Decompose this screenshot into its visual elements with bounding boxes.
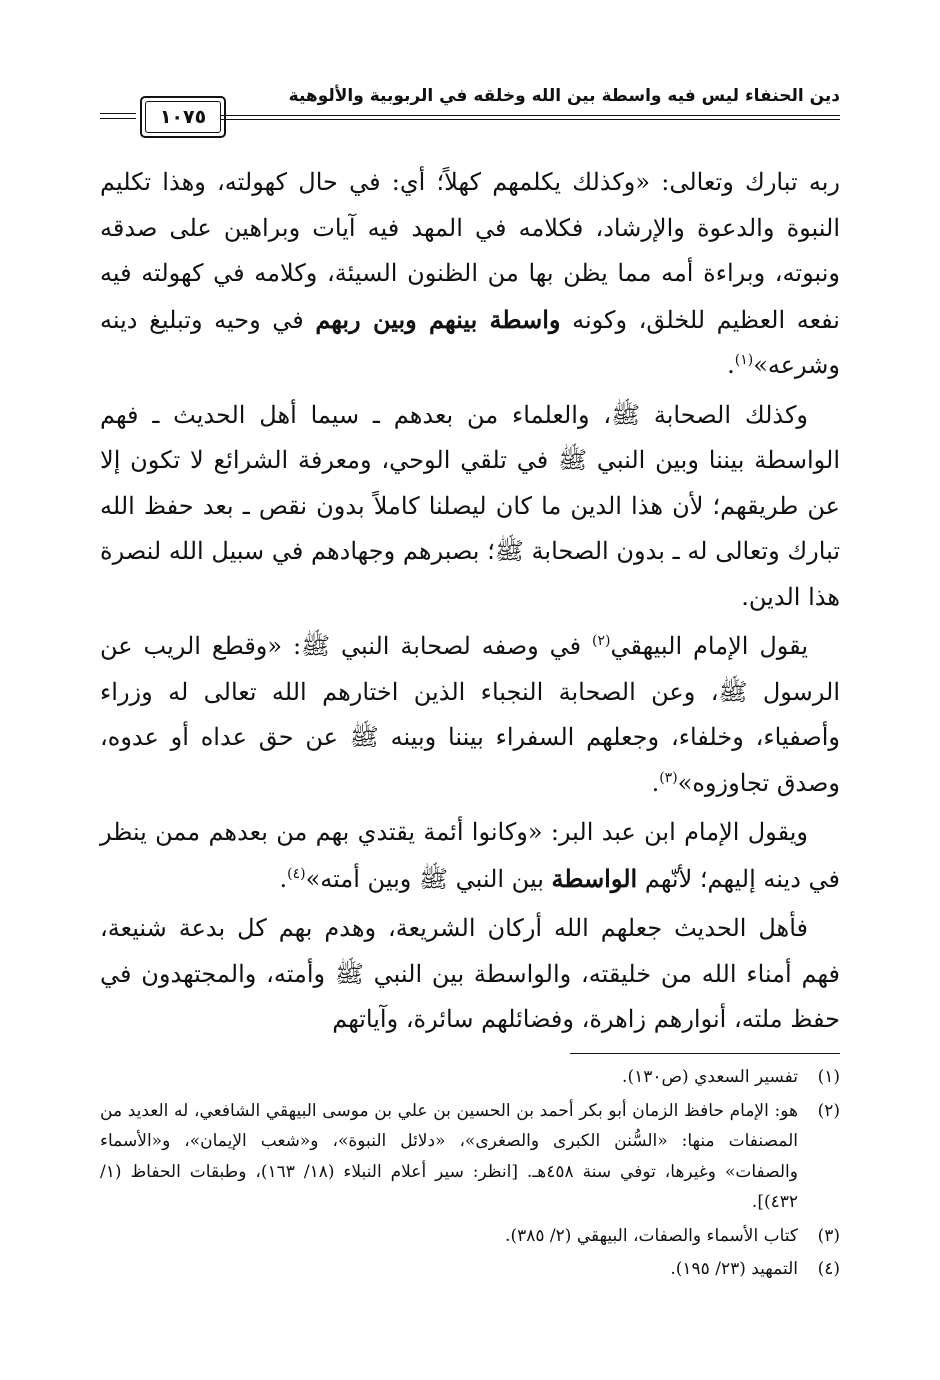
footnote-number: (١) xyxy=(817,1067,840,1087)
footnote xyxy=(100,1254,840,1285)
paragraph xyxy=(100,393,840,621)
footnote-separator xyxy=(570,1053,840,1054)
paragraph-text: . xyxy=(651,768,660,797)
footnote-text: التمهيد (٢٣/ ١٩٥). xyxy=(670,1259,798,1279)
bold-phrase: الواسطة xyxy=(551,863,638,893)
footnote-ref: (٣) xyxy=(659,769,678,786)
paragraph xyxy=(100,906,840,1043)
paragraph-text: . xyxy=(727,351,735,379)
paragraph-text: يقول الإمام البيهقي xyxy=(610,632,808,660)
footnote-ref: (٢) xyxy=(592,633,611,649)
paragraph xyxy=(100,160,840,389)
footnote-ref: (١) xyxy=(734,352,754,368)
page-number: ١٠٧٥ xyxy=(145,101,221,133)
footnote xyxy=(100,1221,840,1252)
paragraph-text: . xyxy=(279,864,288,893)
header-rule xyxy=(220,115,840,116)
footnote-number: (٢) xyxy=(817,1100,840,1121)
running-title: دين الحنفاء ليس فيه واسطة بين الله وخلقه في الربوبية والألوهية xyxy=(288,86,840,106)
footnote-ref: (٤) xyxy=(287,865,306,882)
paragraph-text: وكذلك الصحابة ﷺ، والعلماء من بعدهم ـ سيما أهل الحديث ـ فهم الواسطة بيننا وبين النبي ﷺ في تلقي الوحي، ومعرفة الشرائع لا تكون إلا عن طريقهم؛ لأن هذا الدين ما كان ليصلنا كاملاً بدون نقص ـ بعد حفظ الله تبارك وتعالى له ـ بدون الصحابة ﷺ؛ بصبرهم وجهادهم في سبيل الله لنصرة هذا الدين. xyxy=(100,400,840,611)
footnote-text: هو: الإمام حافظ الزمان أبو بكر أحمد بن الحسين بن علي بن موسى البيهقي الشافعي، له العديد من المصنفات منها: «السُّنن الكبرى والصغرى»، «دلائل النبوة»، و«شعب الإيمان»، و«الأسماء والصفات» وغيرها، توفي سنة ٤٥٨هـ. [انظر: سير أعلام النبلاء (١٨/ ١٦٣)، وطبقات الحفاظ (١/ ٤٣٢)]. xyxy=(100,1100,798,1212)
paragraph xyxy=(100,624,840,806)
paragraph-text: فأهل الحديث جعلهم الله أركان الشريعة، وهدم بهم كل بدعة شنيعة، فهم أمناء الله من خليقته، والواسطة بين النبي ﷺ وأمته، والمجتهدون في حفظ ملته، أنوارهم زاهرة، وفضائلهم سائرة، وآياتهم xyxy=(100,914,840,1033)
paragraph-text: ويقول الإمام ابن عبد البر: «وكانوا أئمة يقتدي بهم من بعدهم ممن ينظر في دينه إليهم؛ لأنّهم xyxy=(100,818,840,893)
footnote-text: تفسير السعدي (ص١٣٠). xyxy=(622,1067,798,1087)
main-text xyxy=(100,160,840,1047)
paragraph-text: بين النبي ﷺ وبين أمته» xyxy=(305,864,552,893)
bold-phrase: واسطة بينهم وبين ربهم xyxy=(315,304,561,334)
header-rule xyxy=(220,119,840,120)
footnotes xyxy=(100,1062,840,1288)
footnote-number: (٤) xyxy=(817,1259,840,1279)
footnote-number: (٣) xyxy=(817,1225,840,1246)
header-rule xyxy=(100,113,136,114)
footnote-text: كتاب الأسماء والصفات، البيهقي (٢/ ٣٨٥). xyxy=(505,1225,798,1246)
paragraph xyxy=(100,810,840,902)
paragraph-text: ربه تبارك وتعالى: «وكذلك يكلمهم كهلاً؛ أي: في حال كهولته، وهذا تكليم النبوة والدعوة والإرشاد، فكلامه في المهد فيه آيات وبراهين على صدقه ونبوته، وبراءة أمه مما يظن بها من الظنون السيئة، وكلامه في كهولته فيه نفعه العظيم للخلق، وكونه xyxy=(100,168,841,334)
footnote xyxy=(100,1062,840,1093)
footnote xyxy=(100,1096,840,1218)
paragraph-text: في وصفه لصحابة النبي ﷺ: «وقطع الريب عن الرسول ﷺ، وعن الصحابة النجباء الذين اختارهم الله تعالى له وزراء وأصفياء، وخلفاء، وجعلهم السفراء بيننا وبينه ﷺ عن حق عداه أو عدوه، وصدق تجاوزوه» xyxy=(100,632,840,797)
paragraph-text: في وحيه وتبليغ دينه وشرعه» xyxy=(100,305,840,379)
header-rule xyxy=(100,118,136,119)
page-number-box xyxy=(140,96,226,138)
page-header xyxy=(100,82,840,142)
